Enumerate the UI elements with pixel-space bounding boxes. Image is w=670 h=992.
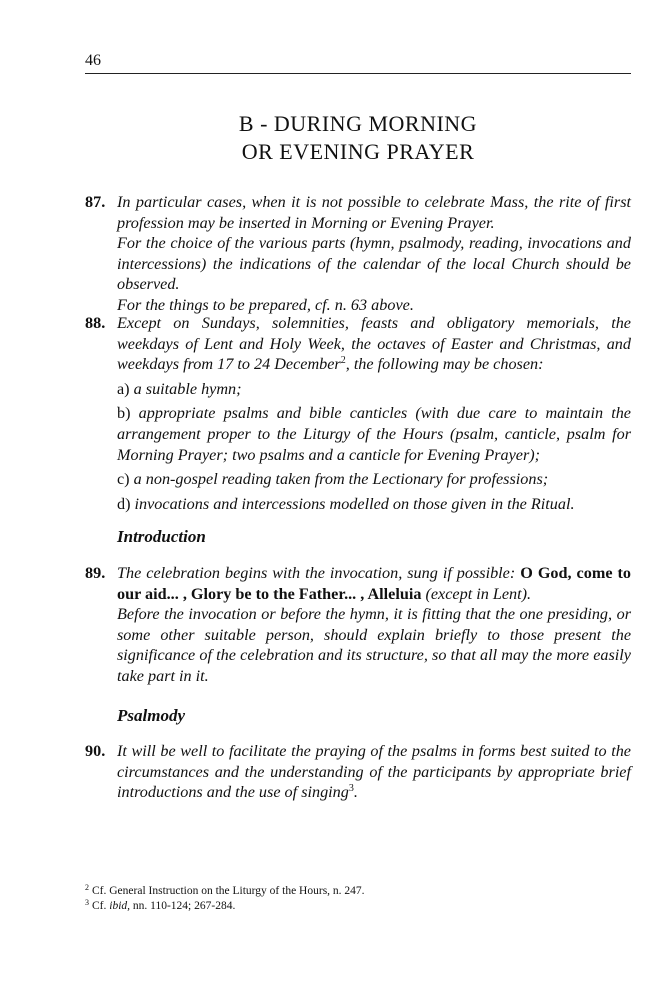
list-item-text: appropriate psalms and bible canticles (with due care to maintain the arrangement proper to the Liturgy of the Hours (psalm, canticle, psalm for Morning Prayer; two psalms and a canticle for Evening Prayer); (117, 404, 631, 464)
list-item-label: c) (117, 470, 130, 489)
paragraph-88 (85, 313, 631, 514)
paragraph-number: 89. (85, 564, 106, 582)
list-item-label: d) (117, 494, 131, 513)
footnote (85, 899, 235, 913)
footnote-mark: 3 (85, 898, 89, 907)
footnote-text: nn. 110-124; 267-284. (130, 900, 236, 912)
subheading-psalmody: Psalmody (117, 706, 185, 725)
paragraph-intro (117, 313, 631, 375)
paragraph-sentence (117, 563, 631, 604)
paragraph-89 (85, 563, 631, 687)
page-number: 46 (85, 52, 101, 69)
paragraph-87 (85, 192, 631, 316)
section-heading (85, 110, 631, 166)
footnote-ref: 2 (340, 355, 346, 367)
footnote (85, 884, 365, 898)
paragraph-sentence: In particular cases, when it is not possible to celebrate Mass, the rite of first profession may be inserted in Morning or Evening Prayer. (117, 193, 631, 232)
list-item (117, 379, 631, 400)
list-item-text: a suitable hymn; (133, 379, 242, 398)
paragraph-number: 88. (85, 314, 106, 332)
invocation-text: O God, come to our aid... , Glory be to the Father... , Alleluia (117, 564, 631, 603)
paragraph-text: (except in Lent). (421, 584, 532, 603)
footnote-ref: 3 (348, 783, 354, 795)
list-item-label: a) (117, 379, 130, 398)
footnote-text: ibid, (109, 900, 131, 912)
paragraph-90 (85, 741, 631, 803)
paragraph-body (117, 563, 631, 687)
paragraph-sentence: Before the invocation or before the hymn, it is fitting that the one presiding, or some other suitable person, should explain briefly to those present the significance of the celebration and its structure, so that all may the more easily take part in it. (117, 605, 631, 685)
paragraph-sentence: For the things to be prepared, cf. n. 63 above. (117, 295, 414, 314)
paragraph-number: 87. (85, 193, 106, 211)
section-heading-line-2: OR EVENING PRAYER (241, 139, 475, 164)
subheading-introduction: Introduction (117, 527, 206, 546)
paragraph-intro-text: Except on Sundays, solemnities, feasts and obligatory memorials, the weekdays of Lent and Holy Week, the octaves of Easter and Christmas, and weekdays from 17 to 24 December (117, 314, 631, 374)
footnote-text: Cf. (92, 900, 110, 912)
footnote-text: Cf. General Instruction on the Liturgy of the Hours, n. 247. (92, 885, 365, 897)
list-item (117, 403, 631, 465)
list-item (117, 494, 631, 515)
paragraph-body (117, 192, 631, 316)
paragraph-body (117, 313, 631, 514)
header-rule (85, 73, 631, 74)
paragraph-text: The celebration begins with the invocation, sung if possible: (117, 564, 521, 582)
paragraph-text: . (353, 783, 358, 802)
section-heading-line-1: B - DURING MORNING (238, 111, 478, 136)
paragraph-intro-text: , the following may be chosen: (345, 355, 544, 374)
list-item (117, 469, 631, 490)
list-item-label: b) (117, 404, 131, 423)
paragraph-sentence: For the choice of the various parts (hymn, psalmody, reading, invocations and intercessions) the indications of the calendar of the local Church should be observed. (117, 234, 631, 294)
paragraph-body (117, 741, 631, 803)
paragraph-sentence (117, 741, 631, 803)
footnote-mark: 2 (85, 883, 89, 892)
list-item-text: a non-gospel reading taken from the Lectionary for professions; (133, 470, 549, 489)
list-item-text: invocations and intercessions modelled on those given in the Ritual. (134, 494, 575, 513)
paragraph-text: It will be well to facilitate the praying of the psalms in forms best suited to the circumstances and the understanding of the participants by appropriate brief introductions and the use of singing (117, 742, 631, 802)
paragraph-number: 90. (85, 742, 106, 760)
